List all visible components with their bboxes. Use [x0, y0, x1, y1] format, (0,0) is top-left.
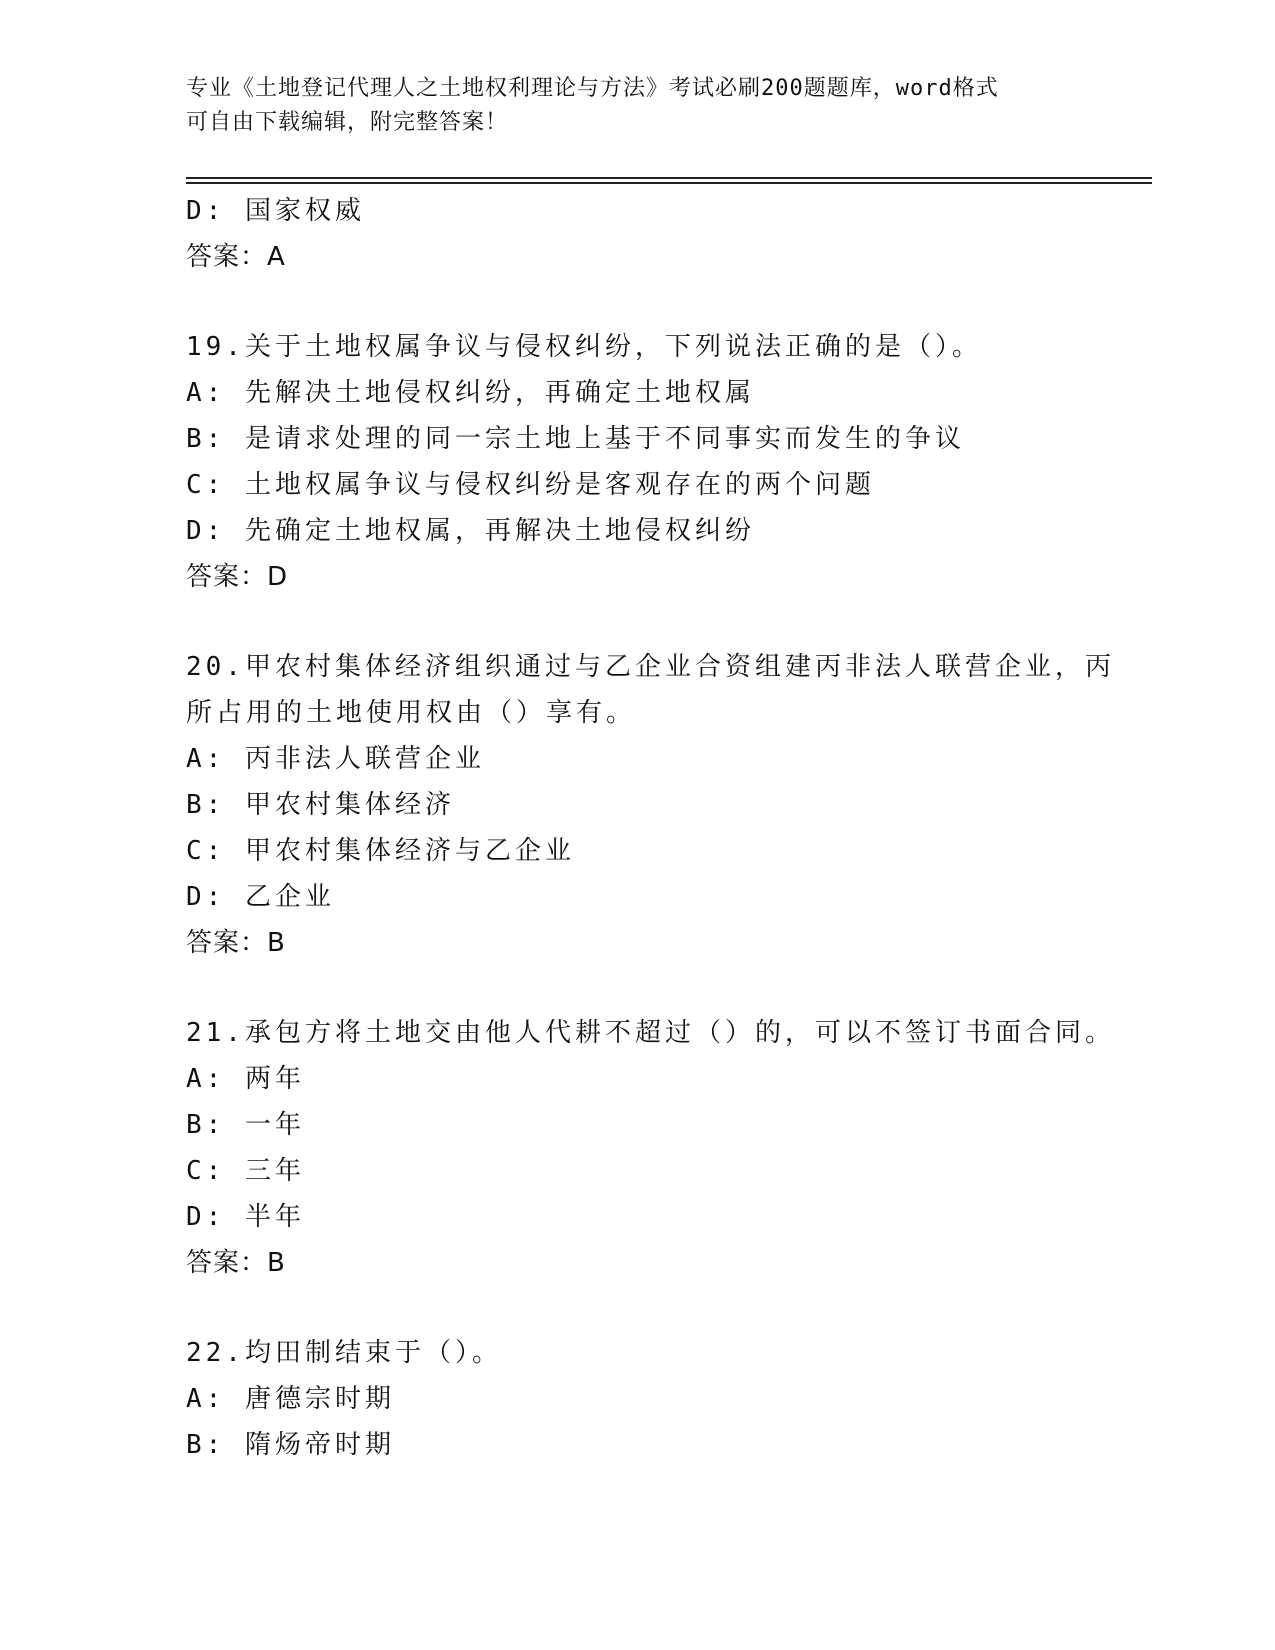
document-header	[186, 72, 1066, 140]
option-c: C: 甲农村集体经济与乙企业	[186, 836, 575, 866]
answer-line: 答案：B	[186, 928, 286, 958]
question-19	[186, 324, 1146, 600]
question-stem: 21.承包方将土地交由他人代耕不超过（）的，可以不签订书面合同。	[186, 1018, 1115, 1048]
question-stem-line-2: 所占用的土地使用权由（）享有。	[186, 698, 637, 728]
spacer	[186, 280, 1146, 324]
question-20	[186, 644, 1146, 966]
answer-line: 答案：D	[186, 562, 289, 592]
question-22	[186, 1330, 1146, 1468]
header-divider-bottom	[186, 182, 1152, 184]
option-d: D: 乙企业	[186, 882, 335, 912]
option-d: D: 国家权威	[186, 196, 365, 226]
question-stem: 19.关于土地权属争议与侵权纠纷，下列说法正确的是（）。	[186, 332, 982, 362]
option-a: A: 两年	[186, 1064, 305, 1094]
spacer	[186, 1286, 1146, 1330]
option-c: C: 三年	[186, 1156, 305, 1186]
option-b: B: 是请求处理的同一宗土地上基于不同事实而发生的争议	[186, 424, 965, 454]
question-list	[186, 188, 1146, 1468]
question-stem-line-1: 20.甲农村集体经济组织通过与乙企业合资组建丙非法人联营企业，丙	[186, 652, 1115, 682]
option-b: B: 一年	[186, 1110, 305, 1140]
header-title-line-1: 专业《土地登记代理人之土地权利理论与方法》考试必刷200题题库，word格式	[186, 76, 999, 101]
spacer	[186, 600, 1146, 644]
question-21	[186, 1010, 1146, 1286]
spacer	[186, 966, 1146, 1010]
option-a: A: 先解决土地侵权纠纷，再确定土地权属	[186, 378, 755, 408]
option-a: A: 丙非法人联营企业	[186, 744, 485, 774]
answer-line: 答案：A	[186, 242, 286, 272]
option-b: B: 甲农村集体经济	[186, 790, 455, 820]
option-d: D: 半年	[186, 1202, 305, 1232]
option-a: A: 唐德宗时期	[186, 1384, 395, 1414]
answer-line: 答案：B	[186, 1248, 286, 1278]
option-d: D: 先确定土地权属，再解决土地侵权纠纷	[186, 516, 755, 546]
option-c: C: 土地权属争议与侵权纠纷是客观存在的两个问题	[186, 470, 875, 500]
option-b: B: 隋炀帝时期	[186, 1430, 395, 1460]
question-stem: 22.均田制结束于（）。	[186, 1338, 502, 1368]
header-divider-top	[186, 177, 1152, 179]
header-title-line-2: 可自由下载编辑，附完整答案！	[186, 110, 509, 135]
